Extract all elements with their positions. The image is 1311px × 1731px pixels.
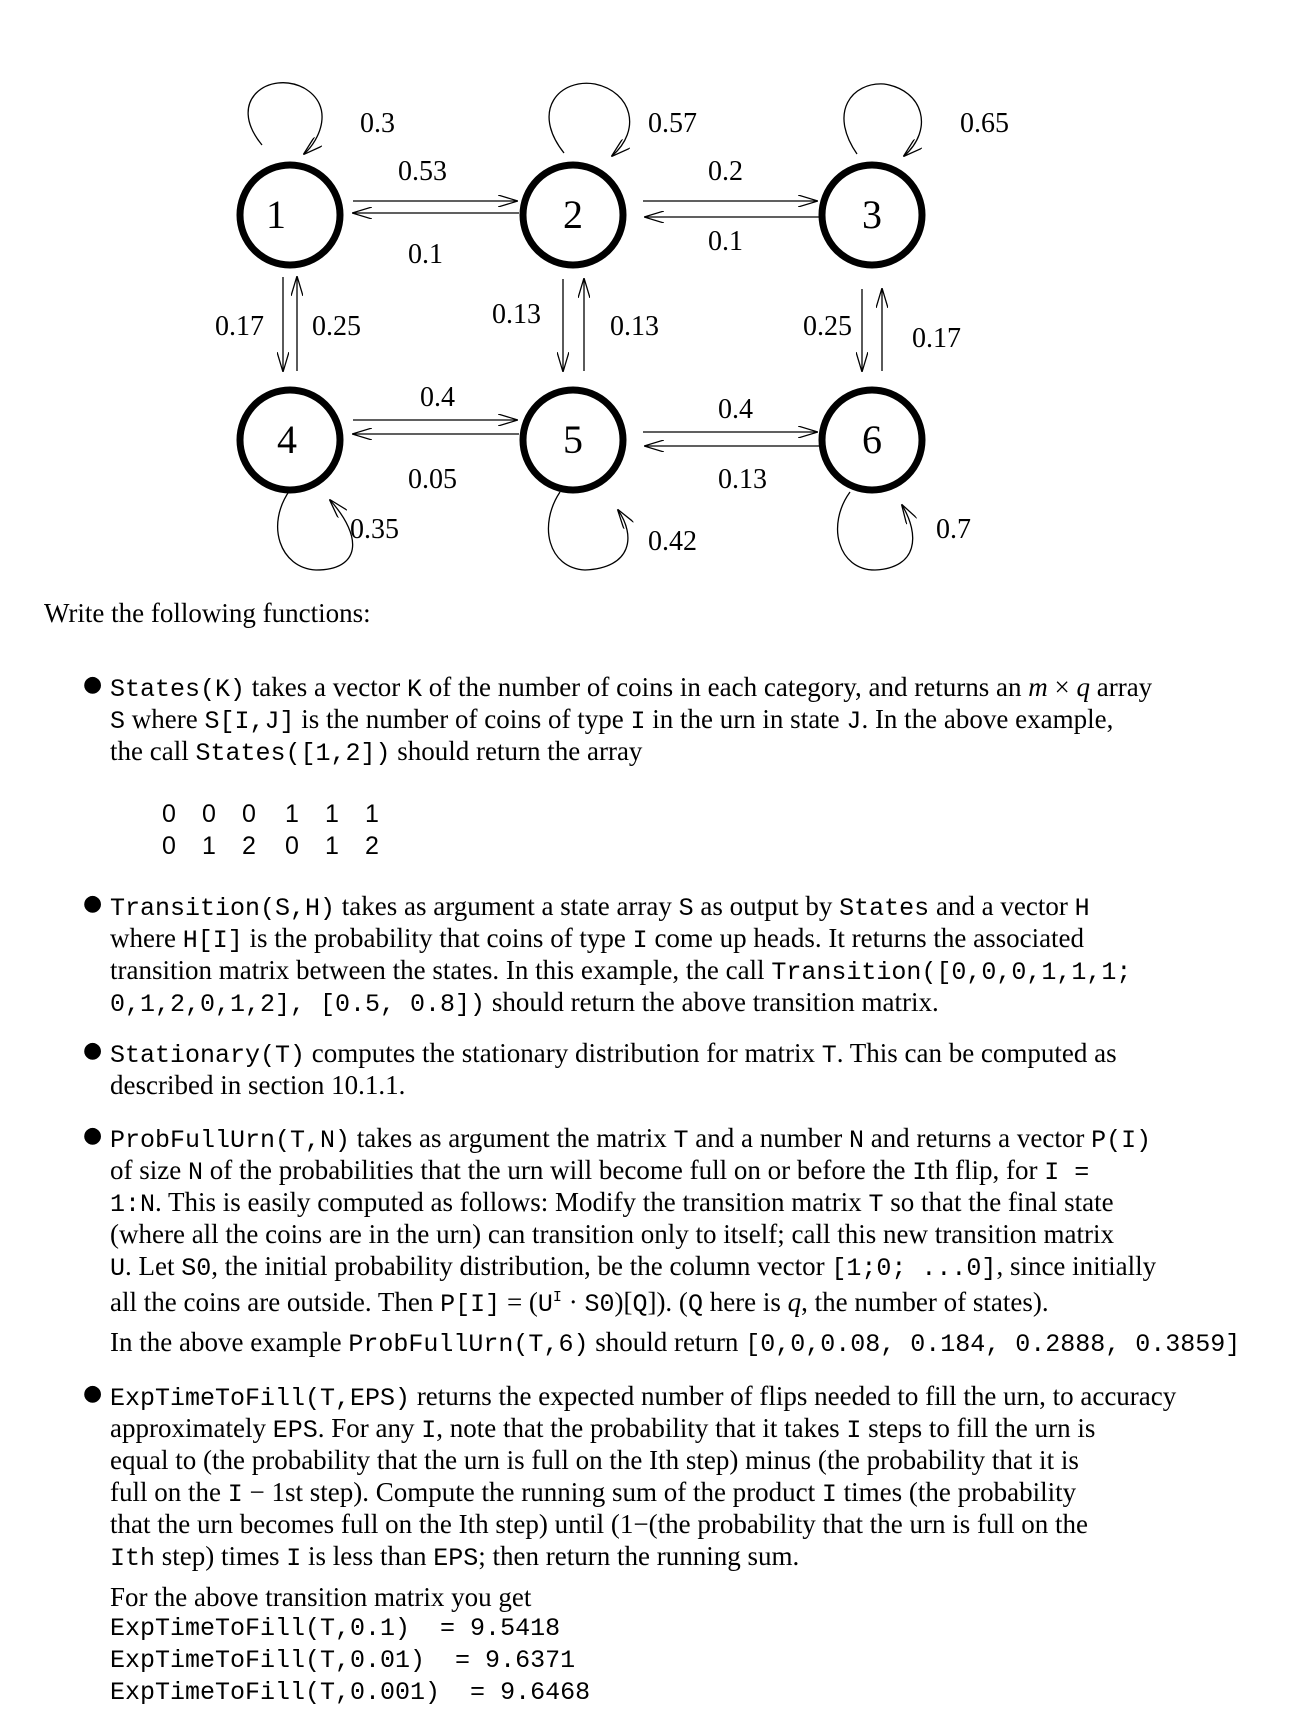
label-self-2: 0.57 [648, 108, 697, 139]
bullet-5-line-2: approximately EPS. For any I, note that the probability that it takes I steps to fill the urn is [110, 1413, 1096, 1445]
label-self-3: 0.65 [960, 108, 1009, 139]
bullet-1-line-1: States(K) takes a vector K of the number of coins in each category, and returns an m × q array [110, 672, 1153, 704]
bullet-4-line-3: 1:N. This is easily computed as follows: Modify the transition matrix T so that the final state [110, 1187, 1114, 1219]
matrix-cell: 0 [242, 800, 256, 828]
bullet-4-line-4: (where all the coins are in the urn) can transition only to itself; call this new transition matrix [110, 1219, 1114, 1249]
node-1 [240, 165, 340, 265]
label-e63: 0.17 [912, 323, 961, 354]
bullet-2-line-1: Transition(S,H) takes as argument a state array S as output by States and a vector H [110, 891, 1090, 923]
matrix-cell: 0 [285, 832, 299, 860]
markov-chain-diagram [0, 0, 1311, 600]
matrix-cell: 2 [365, 832, 379, 860]
matrix-cell: 1 [325, 800, 339, 828]
bullet-2-line-3: transition matrix between the states. In this example, the call Transition([0,0,0,1,1,1; [110, 955, 1132, 987]
label-e36: 0.25 [803, 311, 852, 342]
bullet-2: ● [83, 891, 103, 916]
bullet-3-line-1: Stationary(T) computes the stationary distribution for matrix T. This can be computed as [110, 1038, 1117, 1070]
bullet-4-line-7: In the above example ProbFullUrn(T,6) should return [0,0,0.08, 0.184, 0.2888, 0.3859] [110, 1327, 1241, 1359]
matrix-cell: 2 [242, 832, 256, 860]
node-5-label: 5 [563, 417, 583, 462]
bullet-3: ● [83, 1038, 103, 1063]
label-e56: 0.4 [718, 394, 753, 425]
matrix-cell: 1 [285, 800, 299, 828]
matrix-cell: 1 [202, 832, 216, 860]
label-self-1: 0.3 [360, 108, 395, 139]
label-e32: 0.1 [708, 226, 743, 257]
node-3-label: 3 [862, 192, 882, 237]
bullet-5-line-4: full on the I − 1st step). Compute the running sum of the product I times (the probability [110, 1477, 1077, 1509]
label-e25: 0.13 [492, 299, 541, 330]
states-matrix [162, 800, 402, 870]
bullet-3-line-2: described in section 10.1.1. [110, 1070, 406, 1100]
label-e14: 0.17 [215, 311, 264, 342]
label-self-5: 0.42 [648, 526, 697, 557]
bullet-5-line-1: ExpTimeToFill(T,EPS) returns the expected number of flips needed to fill the urn, to accuracy [110, 1381, 1177, 1413]
bullet-4-line-1: ProbFullUrn(T,N) takes as argument the matrix T and a number N and returns a vector P(I) [110, 1123, 1152, 1155]
node-1-label: 1 [266, 192, 286, 237]
self-loop-2 [549, 83, 630, 156]
node-6-label: 6 [862, 417, 882, 462]
result-line-1: ExpTimeToFill(T,0.1) = 9.5418 [110, 1614, 561, 1643]
label-e21: 0.1 [408, 239, 443, 270]
bullet-5-line-3: equal to (the probability that the urn is full on the Ith step) minus (the probability that it is [110, 1445, 1079, 1475]
label-e23: 0.2 [708, 156, 743, 187]
self-loop-6 [838, 492, 913, 570]
self-loop-3 [844, 84, 921, 156]
matrix-cell: 0 [162, 832, 176, 860]
bullet-5-line-7: For the above transition matrix you get [110, 1582, 532, 1612]
bullet-5-line-5: that the urn becomes full on the Ith step) until (1−(the probability that the urn is full on the [110, 1509, 1089, 1539]
matrix-cell: 0 [162, 800, 176, 828]
bullet-4-line-5: U. Let S0, the initial probability distribution, be the column vector [1;0; ...0], since initially [110, 1251, 1157, 1283]
node-4-label: 4 [277, 417, 297, 462]
label-e45: 0.4 [420, 382, 455, 413]
label-e52: 0.13 [610, 311, 659, 342]
matrix-cell: 0 [202, 800, 216, 828]
bullet-5-line-6: Ith step) times I is less than EPS; then return the running sum. [110, 1541, 800, 1573]
bullet-4: ● [83, 1123, 103, 1148]
result-line-2: ExpTimeToFill(T,0.01) = 9.6371 [110, 1646, 576, 1675]
bullet-1: ● [83, 672, 103, 697]
bullet-1-line-3: the call States([1,2]) should return the array [110, 736, 643, 768]
node-2-label: 2 [563, 192, 583, 237]
matrix-cell: 1 [325, 832, 339, 860]
self-loop-5 [548, 492, 627, 570]
bullet-4-line-6: all the coins are outside. Then $P[I] = (U^I \cdot S0)[Q]$). (Q here is q, the number of states). [110, 1287, 1049, 1319]
bullet-4-line-2: of size N of the probabilities that the urn will become full on or before the Ith flip, for I = [110, 1155, 1090, 1187]
bullet-5: ● [83, 1381, 103, 1406]
matrix-cell: 1 [365, 800, 379, 828]
label-e65: 0.13 [718, 464, 767, 495]
bullet-2-line-2: where H[I] is the probability that coins of type I come up heads. It returns the associated [110, 923, 1085, 955]
bullet-1-line-2: S where S[I,J] is the number of coins of type I in the urn in state J. In the above example, [110, 704, 1114, 736]
label-e41: 0.25 [312, 311, 361, 342]
label-self-6: 0.7 [936, 514, 971, 545]
label-e54: 0.05 [408, 464, 457, 495]
self-loop-1 [248, 83, 322, 154]
label-self-4: 0.35 [350, 514, 399, 545]
self-loop-4 [278, 490, 353, 570]
label-e12: 0.53 [398, 156, 447, 187]
intro-text: Write the following functions: [44, 598, 371, 628]
result-line-3: ExpTimeToFill(T,0.001) = 9.6468 [110, 1678, 591, 1707]
bullet-2-line-4: 0,1,2,0,1,2], [0.5, 0.8]) should return the above transition matrix. [110, 987, 939, 1019]
